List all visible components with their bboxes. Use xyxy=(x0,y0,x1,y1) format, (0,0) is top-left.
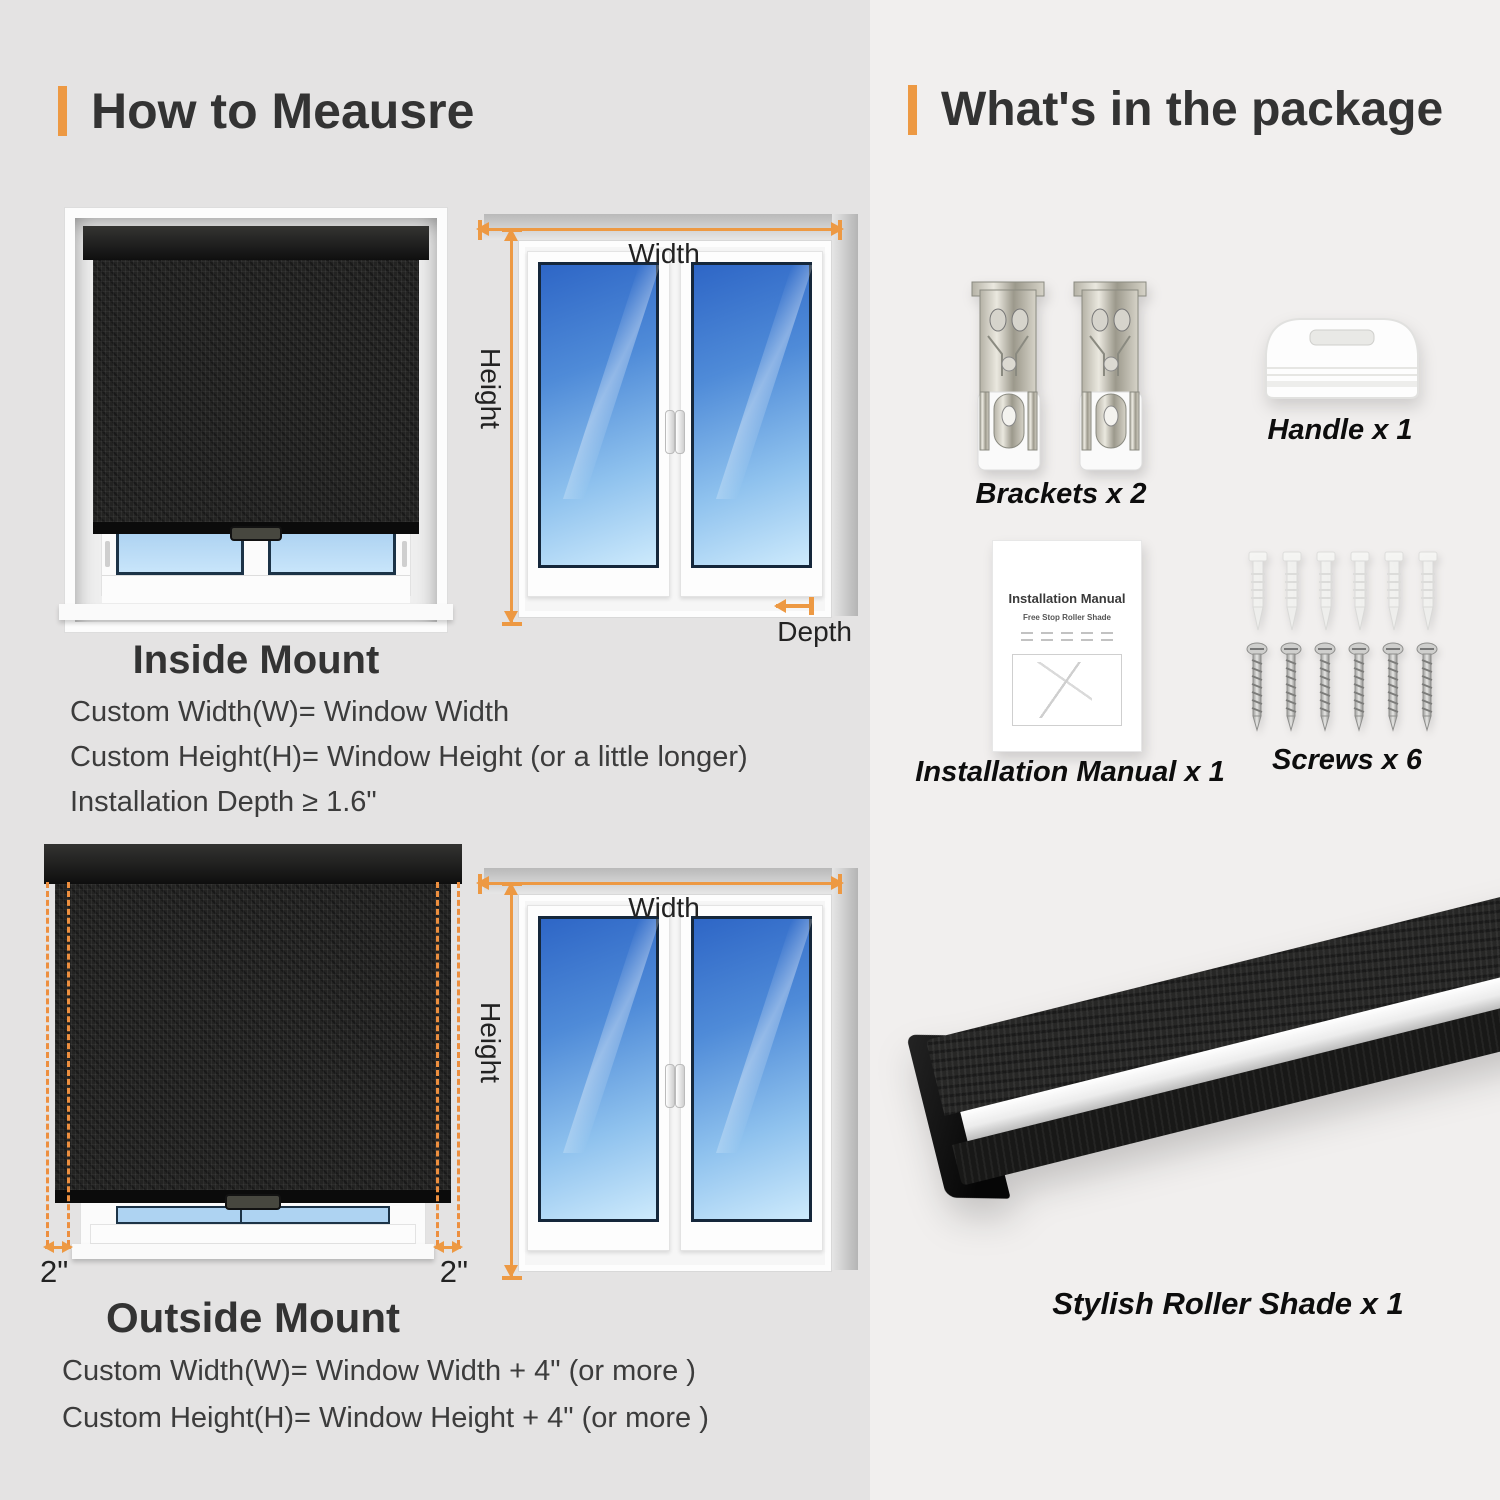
door-handle-right xyxy=(675,410,685,454)
brackets-icon xyxy=(966,276,1156,478)
height-arrow-icon xyxy=(510,230,513,622)
door-glass-right xyxy=(691,262,812,568)
handle-icon xyxy=(1252,308,1432,404)
outside-mount-illustration xyxy=(38,838,468,1298)
gap-label-left: 2" xyxy=(40,1254,69,1289)
wall-anchors-icon xyxy=(1242,546,1452,638)
measure-window-outside xyxy=(470,852,858,1296)
inside-spec-width: Custom Width(W)= Window Width xyxy=(70,696,510,728)
outside-mount-heading: Outside Mount xyxy=(106,1294,400,1341)
recess-top-shading xyxy=(484,214,858,240)
window-sill xyxy=(59,604,453,620)
recess-right-shading xyxy=(832,868,858,1270)
french-window-frame xyxy=(518,240,832,618)
window-door-left xyxy=(527,251,670,597)
door-glass-left xyxy=(538,262,659,568)
door-glass-right xyxy=(691,916,812,1222)
manual-label: Installation Manual x 1 xyxy=(915,756,1225,788)
roller-shade-product xyxy=(930,900,1500,1290)
depth-arrow-icon xyxy=(776,604,810,608)
manual-cover-title: Installation Manual xyxy=(1008,591,1126,606)
shade-fabric xyxy=(55,884,451,1190)
roller-shade-label: Stylish Roller Shade x 1 xyxy=(1052,1286,1404,1321)
inside-mount-specs xyxy=(70,690,748,825)
inside-spec-depth: Installation Depth ≥ 1.6" xyxy=(70,786,377,818)
roller-shade-cassette-bar xyxy=(926,885,1500,1185)
overlap-dashed-line xyxy=(457,882,460,1246)
window-hinge-right xyxy=(402,541,407,567)
package-contents-panel xyxy=(870,0,1500,1500)
gap-label-right: 2" xyxy=(439,1254,468,1289)
gap-arrow-right-icon xyxy=(435,1246,461,1249)
manual-cover-diagram xyxy=(1012,654,1122,726)
accent-bar-icon xyxy=(908,85,917,135)
manual-cover-text-lines xyxy=(1021,632,1113,646)
window-door-right xyxy=(680,251,823,597)
depth-label: Depth xyxy=(777,616,852,647)
window-bottom-frame xyxy=(90,1224,416,1244)
outside-mount-specs xyxy=(62,1348,709,1442)
width-arrow-icon xyxy=(478,882,842,885)
inside-mount-illustration xyxy=(65,208,447,632)
inside-mount-heading: Inside Mount xyxy=(132,638,380,682)
door-glass-left xyxy=(538,916,659,1222)
width-label: Width xyxy=(628,892,700,923)
screws-label: Screws x 6 xyxy=(1272,744,1422,776)
section-title-package xyxy=(908,82,1443,137)
overlap-dashed-line xyxy=(67,882,70,1246)
recess-right-shading xyxy=(832,214,858,616)
gap-arrow-left-icon xyxy=(45,1246,71,1249)
door-handle-left xyxy=(665,410,675,454)
width-arrow-icon xyxy=(478,228,842,231)
shade-pull-handle xyxy=(230,526,282,541)
window-bottom-frame xyxy=(102,575,410,603)
door-handle-left xyxy=(665,1064,675,1108)
manual-cover-subtitle: Free Stop Roller Shade xyxy=(1022,613,1112,622)
french-window-frame xyxy=(518,894,832,1272)
accent-bar-icon xyxy=(58,86,67,136)
measure-title-text: How to Meausre xyxy=(91,83,475,139)
window-hinge-left xyxy=(105,541,110,567)
window-glass-right xyxy=(268,531,396,575)
width-label: Width xyxy=(628,238,700,269)
window-sill xyxy=(72,1244,434,1259)
outside-spec-width: Custom Width(W)= Window Width + 4" (or more ) xyxy=(62,1355,696,1387)
overlap-dashed-line xyxy=(46,882,49,1246)
height-label: Height xyxy=(475,348,506,429)
door-handle-right xyxy=(675,1064,685,1108)
section-title-measure xyxy=(58,82,474,140)
height-label: Height xyxy=(475,1002,506,1083)
recess-top-shading xyxy=(484,868,858,894)
height-arrow-icon xyxy=(510,884,513,1276)
shade-cassette xyxy=(83,226,429,260)
installation-manual-icon xyxy=(992,540,1142,752)
shade-fabric xyxy=(93,260,419,522)
brackets-label: Brackets x 2 xyxy=(975,478,1147,510)
shade-pull-handle xyxy=(225,1194,281,1210)
measure-window-inside xyxy=(470,198,858,647)
handle-label: Handle x 1 xyxy=(1267,414,1413,446)
screws-icon xyxy=(1242,640,1452,740)
outside-spec-height: Custom Height(H)= Window Height + 4" (or more ) xyxy=(62,1402,709,1434)
window-door-right xyxy=(680,905,823,1251)
window-door-left xyxy=(527,905,670,1251)
package-title-text: What's in the package xyxy=(941,83,1444,136)
window-glass-left xyxy=(116,531,244,575)
overlap-dashed-line xyxy=(436,882,439,1246)
shade-cassette xyxy=(44,844,462,884)
inside-spec-height: Custom Height(H)= Window Height (or a little longer) xyxy=(70,741,748,773)
